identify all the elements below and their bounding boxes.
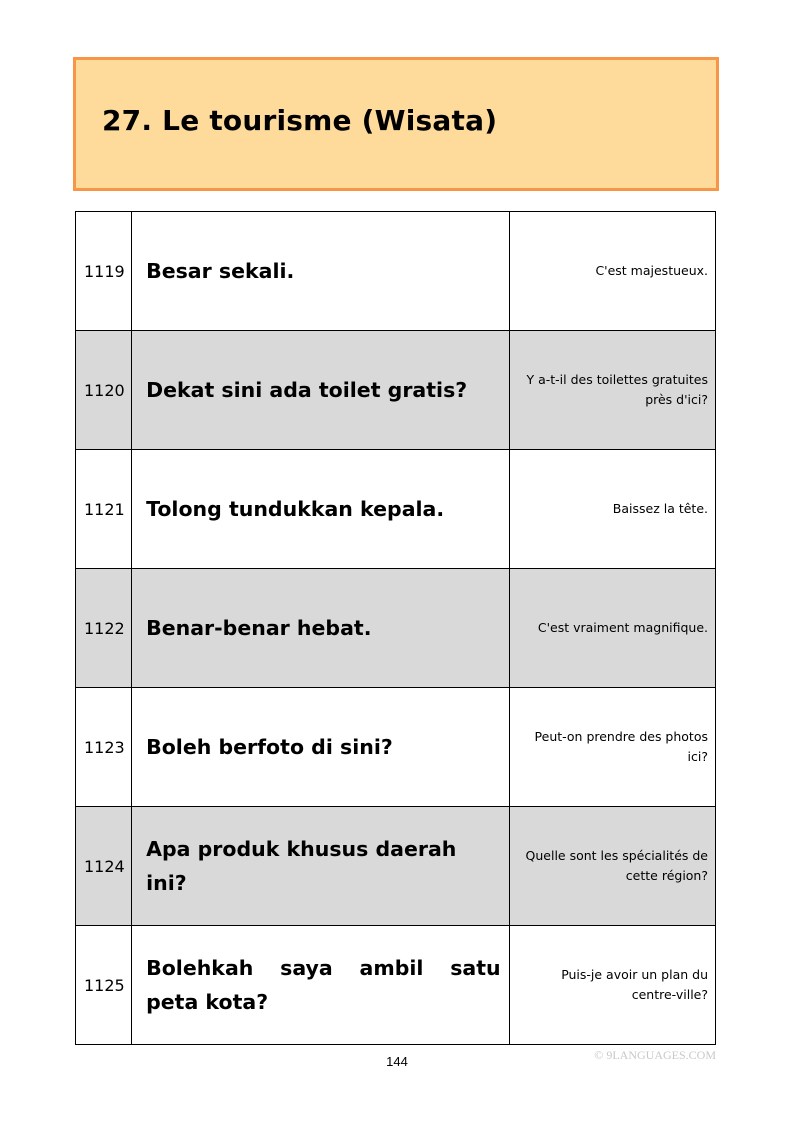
copyright-watermark: © 9LANGUAGES.COM — [594, 1048, 716, 1062]
french-translation: Quelle sont les spécialités de cette région? — [509, 807, 715, 926]
phrase-number: 1120 — [76, 331, 132, 450]
table-row — [76, 926, 716, 1045]
french-translation: Puis-je avoir un plan du centre-ville? — [509, 926, 715, 1045]
indonesian-phrase: Apa produk khusus daerah ini? — [132, 807, 510, 926]
chapter-title: 27. Le tourisme (Wisata) — [102, 104, 498, 137]
table-row — [76, 569, 716, 688]
french-translation: Y a-t-il des toilettes gratuites près d'ici? — [509, 331, 715, 450]
phrase-number: 1121 — [76, 450, 132, 569]
phrase-number: 1119 — [76, 212, 132, 331]
table-row — [76, 688, 716, 807]
chapter-title-box — [73, 57, 719, 191]
indonesian-phrase: Bolehkah saya ambil satu peta kota? — [132, 926, 510, 1045]
indonesian-phrase: Boleh berfoto di sini? — [132, 688, 510, 807]
french-translation: C'est vraiment magnifique. — [509, 569, 715, 688]
french-translation: Baissez la tête. — [509, 450, 715, 569]
indonesian-phrase: Tolong tundukkan kepala. — [132, 450, 510, 569]
phrase-number: 1123 — [76, 688, 132, 807]
indonesian-phrase: Dekat sini ada toilet gratis? — [132, 331, 510, 450]
table-row — [76, 212, 716, 331]
french-translation: C'est majestueux. — [509, 212, 715, 331]
table-row — [76, 450, 716, 569]
phrase-number: 1124 — [76, 807, 132, 926]
phrase-number: 1122 — [76, 569, 132, 688]
table-row — [76, 807, 716, 926]
french-translation: Peut-on prendre des photos ici? — [509, 688, 715, 807]
indonesian-phrase: Besar sekali. — [132, 212, 510, 331]
phrase-table — [75, 211, 716, 1045]
phrase-number: 1125 — [76, 926, 132, 1045]
table-row — [76, 331, 716, 450]
indonesian-phrase: Benar-benar hebat. — [132, 569, 510, 688]
page-number: 144 — [386, 1054, 408, 1069]
